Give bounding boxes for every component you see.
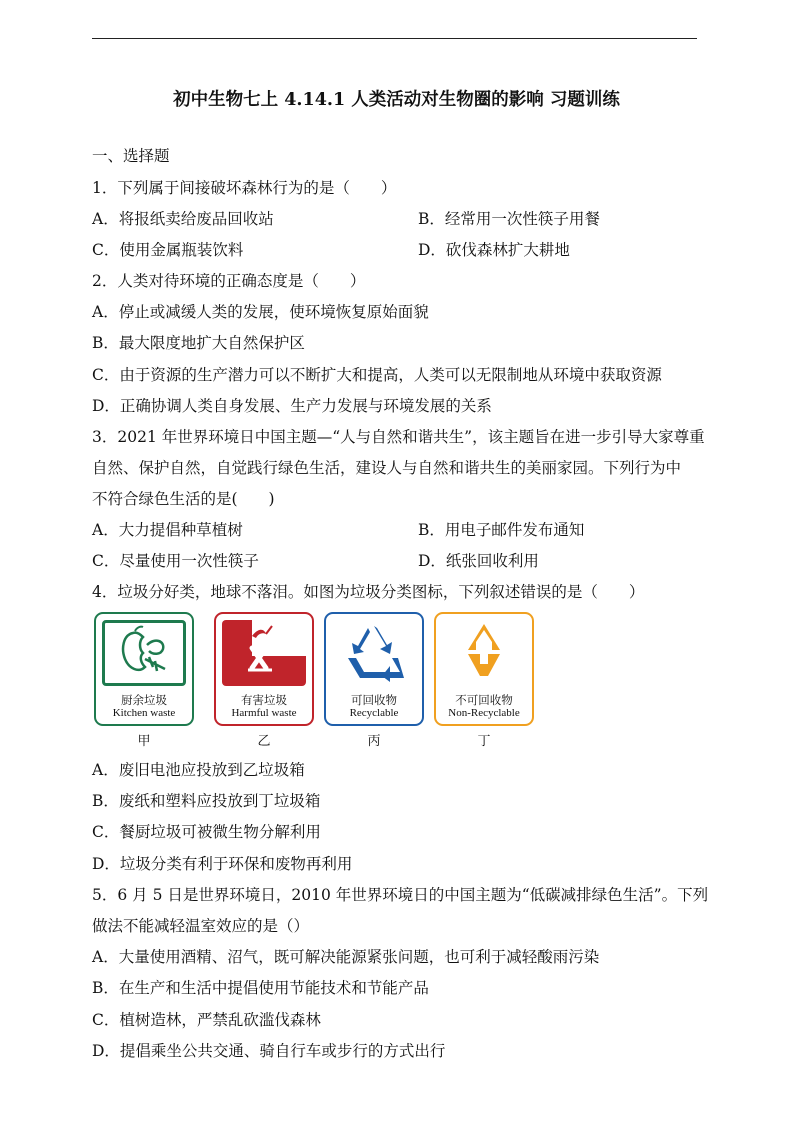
- page-title: 初中生物七上 4.14.1 人类活动对生物圈的影响 习题训练: [173, 90, 620, 110]
- bin-harmful-waste: [214, 612, 314, 726]
- recycle-icon: [332, 620, 416, 686]
- q2-stem: 2．人类对待环境的正确态度是（ ）: [92, 272, 366, 290]
- q3-option-d: D．纸张回收利用: [418, 552, 539, 570]
- bin-recyclable: [324, 612, 424, 726]
- q4-option-a: A．废旧电池应投放到乙垃圾箱: [92, 761, 305, 779]
- q3-option-c: C．尽量使用一次性筷子: [92, 552, 259, 570]
- q5-option-d: D．提倡乘坐公共交通、骑自行车或步行的方式出行: [92, 1042, 446, 1060]
- q5-stem-line2: 做法不能减轻温室效应的是（）: [92, 917, 310, 935]
- bin-harmful-cn-label: 有害垃圾: [241, 693, 287, 707]
- q1-option-d: D．砍伐森林扩大耕地: [418, 241, 570, 259]
- q2-option-b: B．最大限度地扩大自然保护区: [92, 334, 305, 352]
- q1-option-a: A．将报纸卖给废品回收站: [92, 210, 274, 228]
- bin-non-recyclable-cn-label: 不可回收物: [455, 693, 513, 707]
- bin-kitchen-cn-label: 厨余垃圾: [121, 693, 167, 707]
- q4-option-d: D．垃圾分类有利于环保和废物再利用: [92, 855, 353, 873]
- bin-tag-jia: 甲: [137, 734, 151, 749]
- q1-option-b: B．经常用一次性筷子用餐: [418, 210, 600, 228]
- q1-stem: 1．下列属于间接破坏森林行为的是（ ）: [92, 179, 397, 197]
- bin-tag-bing: 丙: [367, 734, 381, 749]
- q1-option-c: C．使用金属瓶装饮料: [92, 241, 244, 259]
- q3-stem-line3: 不符合绿色生活的是( ): [92, 490, 275, 508]
- q5-option-b: B．在生产和生活中提倡使用节能技术和节能产品: [92, 979, 429, 997]
- kitchen-waste-icon: [102, 620, 186, 686]
- q3-option-b: B．用电子邮件发布通知: [418, 521, 585, 539]
- section-heading: 一、选择题: [92, 147, 170, 165]
- bin-recyclable-cn-label: 可回收物: [351, 693, 397, 707]
- q4-option-b: B．废纸和塑料应投放到丁垃圾箱: [92, 792, 321, 810]
- q5-stem-line1: 5．6 月 5 日是世界环境日，2010 年世界环境日的中国主题为“低碳减排绿色生活”。下列: [92, 886, 709, 904]
- bin-harmful-en-label: Harmful waste: [231, 707, 297, 719]
- q2-option-a: A．停止或减缓人类的发展，使环境恢复原始面貌: [92, 303, 429, 321]
- bin-non-recyclable-en-label: Non-Recyclable: [448, 707, 520, 719]
- q2-option-d: D．正确协调人类自身发展、生产力发展与环境发展的关系: [92, 397, 492, 415]
- q3-option-a: A．大力提倡种草植树: [92, 521, 243, 539]
- bin-tag-ding: 丁: [477, 734, 491, 749]
- q3-stem-line2: 自然、保护自然，自觉践行绿色生活，建设人与自然和谐共生的美丽家园。下列行为中: [92, 459, 682, 477]
- bin-kitchen-en-label: Kitchen waste: [112, 707, 176, 719]
- bin-non-recyclable: [434, 612, 534, 726]
- q5-option-c: C．植树造林，严禁乱砍滥伐森林: [92, 1011, 321, 1029]
- q2-option-c: C．由于资源的生产潜力可以不断扩大和提高，人类可以无限制地从环境中获取资源: [92, 366, 662, 384]
- non-recyclable-icon: [442, 620, 526, 686]
- harmful-waste-icon: [222, 620, 306, 686]
- q3-stem-line1: 3．2021 年世界环境日中国主题—“人与自然和谐共生”，该主题旨在进一步引导大家尊重: [92, 428, 705, 446]
- q4-option-c: C．餐厨垃圾可被微生物分解利用: [92, 823, 321, 841]
- bin-tag-yi: 乙: [257, 734, 271, 749]
- q4-stem: 4．垃圾分好类，地球不落泪。如图为垃圾分类图标，下列叙述错误的是（ ）: [92, 583, 645, 601]
- header-rule: [92, 38, 697, 39]
- waste-sorting-icons: [94, 612, 544, 747]
- bin-recyclable-en-label: Recyclable: [349, 707, 399, 719]
- q5-option-a: A．大量使用酒精、沼气，既可解决能源紧张问题，也可利于减轻酸雨污染: [92, 948, 600, 966]
- bin-kitchen-waste: [94, 612, 194, 726]
